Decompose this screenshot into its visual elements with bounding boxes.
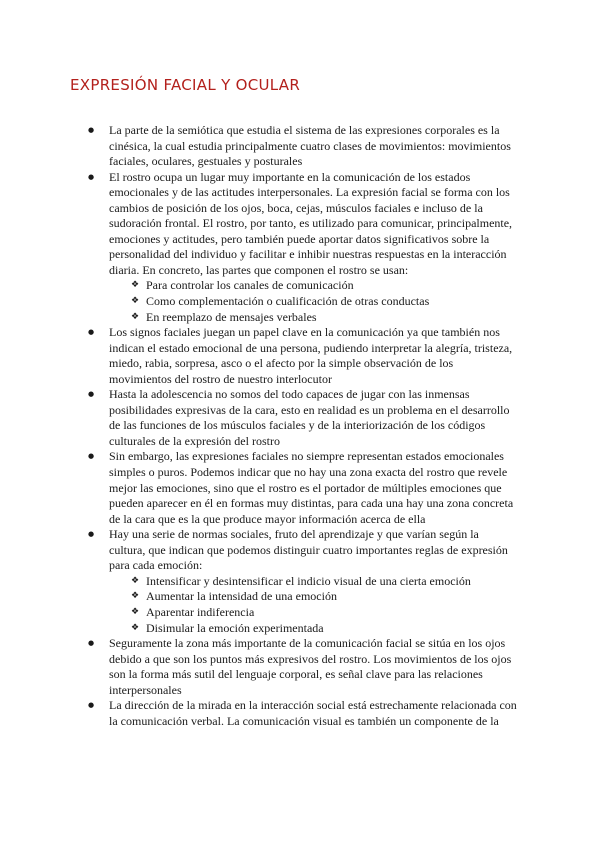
bullet-text: Hay una serie de normas sociales, fruto del aprendizaje y que varían según la cultura, que indican que podemos distinguir cuatro importantes reglas de expresión para cada emoción: xyxy=(109,527,508,573)
bullet-item xyxy=(88,636,518,698)
sub-bullet-item: ❖ Aparentar indiferencia xyxy=(131,605,518,621)
bullet-item xyxy=(88,698,518,729)
bullet-text: El rostro ocupa un lugar muy importante en la comunicación de los estados emocionales y de las actitudes interpersonales. La expresión facial se forma con los cambios de posición de los ojos, boca, cejas, músculos faciales e incluso de la sudoración frontal. El rostro, por tanto, es utilizado para comunicar, principalmente, emociones y actitudes, pero también puede aportar datos significativos sobre la personalidad del individuo y facilitar e inhibir nuestras respuestas en la interacción diaria. En concreto, las partes que componen el rostro se usan: xyxy=(109,169,513,277)
sub-bullet-item: ❖ Para controlar los canales de comunicación xyxy=(131,278,518,294)
bullet-item xyxy=(88,170,518,325)
page-title: EXPRESIÓN FACIAL Y OCULAR xyxy=(70,76,301,94)
bullet-item xyxy=(88,449,518,527)
sub-bullet-item: ❖ Disimular la emoción experimentada xyxy=(131,621,518,637)
bullet-list xyxy=(88,123,518,729)
bullet-item xyxy=(88,325,518,387)
bullet-text: Los signos faciales juegan un papel clave en la comunicación ya que también nos indican el estado emocional de una persona, pudiendo interpretar la alegría, tristeza, miedo, rabia, sorpresa, asco o el afecto por la simple observación de los movimientos del rostro de nuestro interlocutor xyxy=(109,325,513,386)
sub-bullet-item: ❖ Intensificar y desintensificar el indicio visual de una cierta emoción xyxy=(131,574,518,590)
bullet-text: Hasta la adolescencia no somos del todo capaces de jugar con las inmensas posibilidades expresivas de la cara, esto en realidad es un problema en el desarrollo de las funciones de los músculos faciales y de la interiorización de los códigos culturales de la expresión del rostro xyxy=(109,387,510,448)
bullet-text: La dirección de la mirada en la interacción social está estrechamente relacionada con la comunicación verbal. La comunicación visual es también un componente de la xyxy=(109,698,517,728)
sub-bullet-item: ❖ Aumentar la intensidad de una emoción xyxy=(131,589,518,605)
document-body xyxy=(88,123,518,729)
bullet-text: La parte de la semiótica que estudia el sistema de las expresiones corporales es la cinésica, la cual estudia principalmente cuatro clases de movimientos: movimientos faciales, oculares, gestuales y posturales xyxy=(109,123,511,169)
bullet-text: Sin embargo, las expresiones faciales no siempre representan estados emocionales simples o puros. Podemos indicar que no hay una zona exacta del rostro que revele mejor las emociones, sino que el rostro es el portador de múltiples emociones que pueden aparecer en él en formas muy distintas, para cada una hay una zona concreta de la cara que es la que produce mayor información acerca de ella xyxy=(109,449,514,526)
bullet-item xyxy=(88,527,518,636)
bullet-item xyxy=(88,123,518,170)
sub-bullet-list xyxy=(109,574,518,636)
sub-bullet-item: ❖ Como complementación o cualificación de otras conductas xyxy=(131,294,518,310)
bullet-item xyxy=(88,387,518,449)
sub-bullet-item: ❖ En reemplazo de mensajes verbales xyxy=(131,310,518,326)
bullet-text: Seguramente la zona más importante de la comunicación facial se sitúa en los ojos debido a que son los puntos más expresivos del rostro. Los movimientos de los ojos son la forma más sutil del lenguaje corporal, es señal clave para las relaciones interpersonales xyxy=(109,636,512,697)
sub-bullet-list xyxy=(109,278,518,325)
